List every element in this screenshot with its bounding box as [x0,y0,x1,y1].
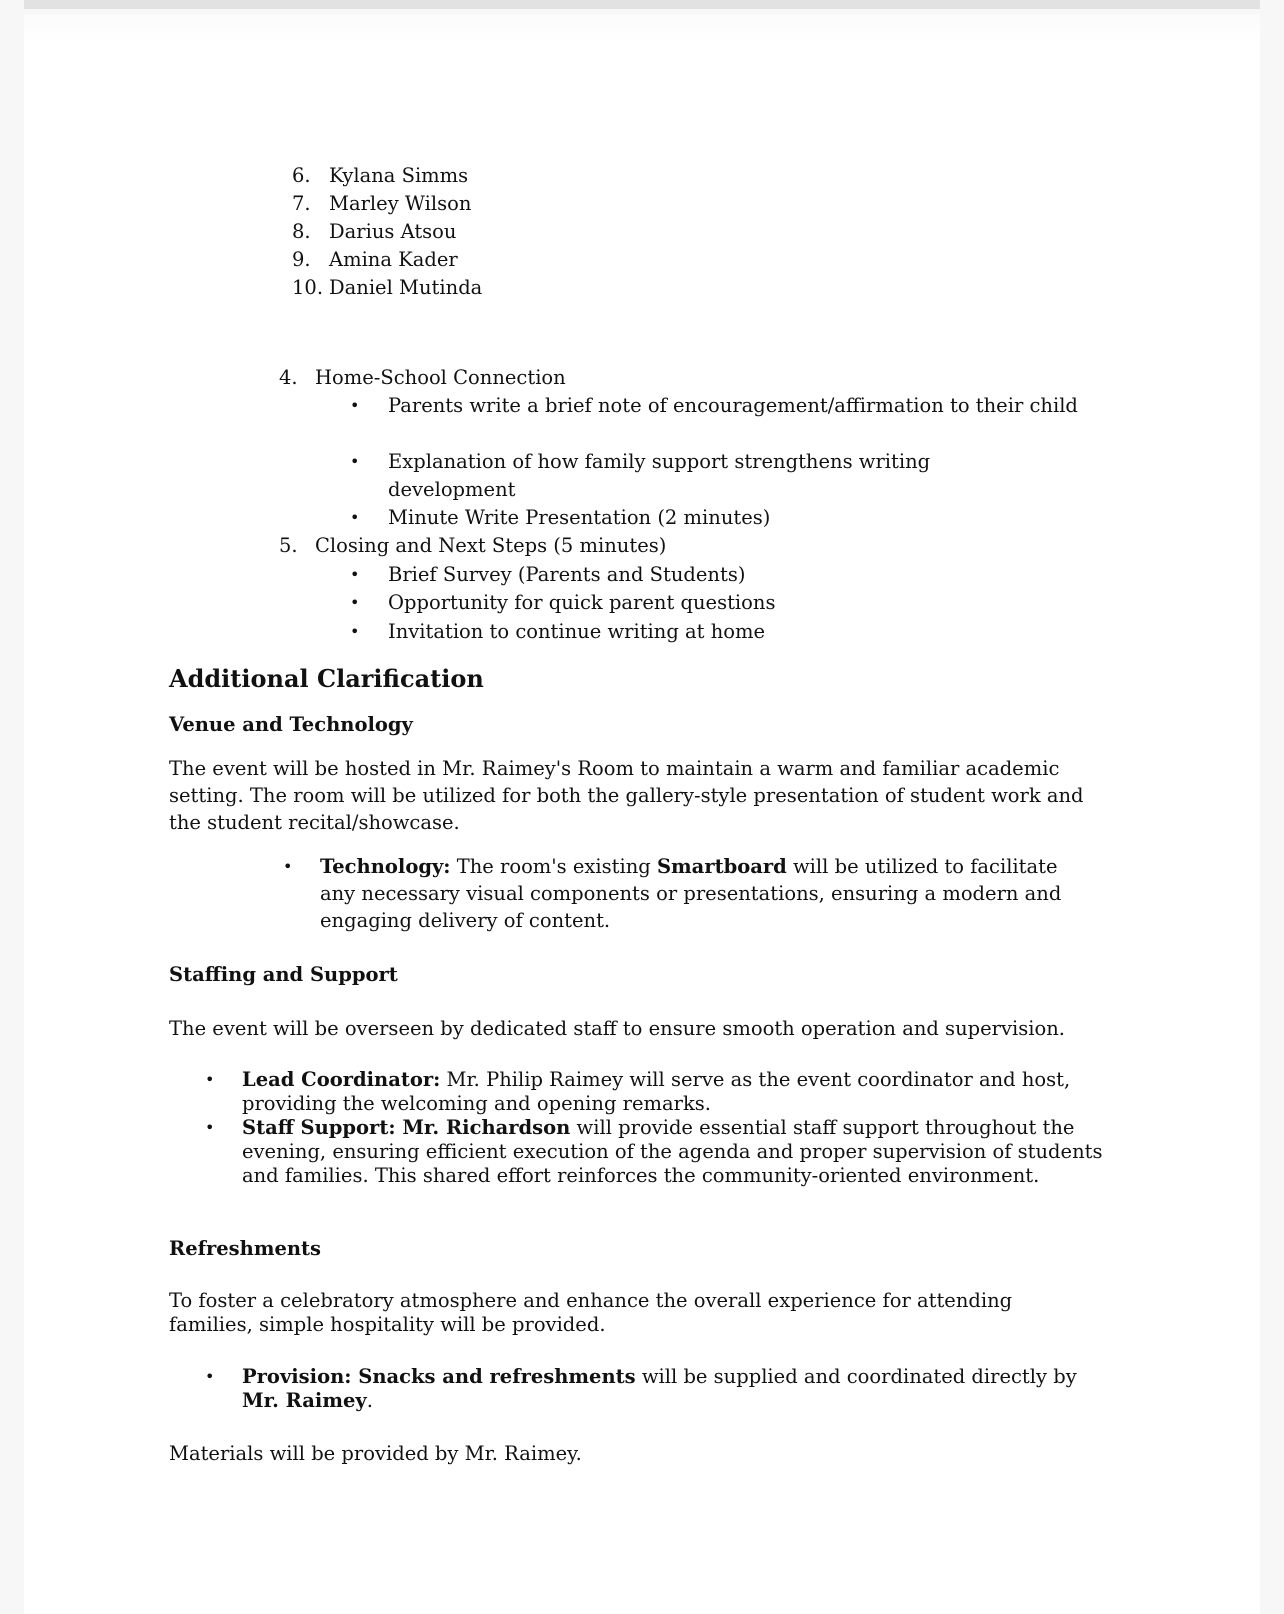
bullet-icon: • [283,857,293,876]
bullet-text [320,853,1095,934]
list-number: 9. [292,248,311,271]
list-number: 8. [292,220,311,243]
subheading-refreshments: Refreshments [169,1237,322,1260]
bold-term: Mr. Raimey [242,1389,367,1412]
bullet-icon: • [350,508,360,527]
text: will be utilized to facilitate any necessary visual components or presentations, ensuring a modern and engaging delivery of content. [320,855,1062,932]
agenda-title: Closing and Next Steps (5 minutes) [315,534,667,557]
student-name: Kylana Simms [329,164,469,187]
bold-label: Staff Support: Mr. Richardson [242,1116,571,1139]
bullet-text: Parents write a brief note of encouragement/affirmation to their child [388,394,1078,417]
text: Mr. Philip Raimey will serve as the event coordinator and host, providing the welcoming and opening remarks. [242,1068,1071,1115]
text: will provide essential staff support throughout the evening, ensuring efficient execution of the agenda and proper supervision of students and families. This shared effort reinforces the community-oriented environment. [242,1116,1103,1187]
bullet-icon: • [350,565,360,584]
bullet-icon: • [350,593,360,612]
bullet-text: Opportunity for quick parent questions [388,591,776,614]
bullet-text [242,1365,1114,1413]
top-toolbar-strip [24,0,1260,9]
student-name: Darius Atsou [329,220,457,243]
bullet-icon: • [350,452,360,471]
student-name: Daniel Mutinda [329,276,483,299]
bullet-text: Invitation to continue writing at home [388,620,766,643]
subheading-venue: Venue and Technology [169,713,413,736]
text: . [366,1389,373,1412]
bold-label: Technology: [320,855,451,878]
venue-paragraph: The event will be hosted in Mr. Raimey's Room to maintain a warm and familiar academic setting. The room will be utilized for both the gallery-style presentation of student work and the student recital/showcase. [169,757,1084,834]
text: will be supplied and coordinated directly by [635,1365,1077,1388]
subheading-staffing: Staffing and Support [169,963,398,986]
list-number: 4. [279,366,298,389]
bold-label: Lead Coordinator: [242,1068,441,1091]
staffing-paragraph: The event will be overseen by dedicated staff to ensure smooth operation and supervision. [169,1017,1065,1040]
list-number: 6. [292,164,311,187]
refreshments-paragraph: To foster a celebratory atmosphere and enhance the overall experience for attending families, simple hospitality will be provided. [169,1289,1013,1336]
student-name: Marley Wilson [329,192,472,215]
text: The room's existing [450,855,657,878]
list-number: 10. [292,276,324,299]
student-name: Amina Kader [329,248,458,271]
bullet-icon: • [350,396,360,415]
bullet-text: Brief Survey (Parents and Students) [388,563,746,586]
bullet-icon: • [205,1070,215,1089]
bullet-icon: • [350,622,360,641]
bold-term: Smartboard [656,855,787,878]
bullet-icon: • [205,1367,215,1386]
bullet-text: Minute Write Presentation (2 minutes) [388,506,771,529]
bold-label: Provision: Snacks and refreshments [242,1365,636,1388]
bullet-text [242,1068,1114,1116]
agenda-title: Home-School Connection [315,366,566,389]
bullet-text: Explanation of how family support strengthens writing development [388,450,931,501]
bullet-text [242,1116,1114,1188]
materials-paragraph: Materials will be provided by Mr. Raimey. [169,1442,582,1465]
list-number: 5. [279,534,298,557]
section-heading: Additional Clarification [169,664,484,693]
bullet-icon: • [205,1118,215,1137]
list-number: 7. [292,192,311,215]
